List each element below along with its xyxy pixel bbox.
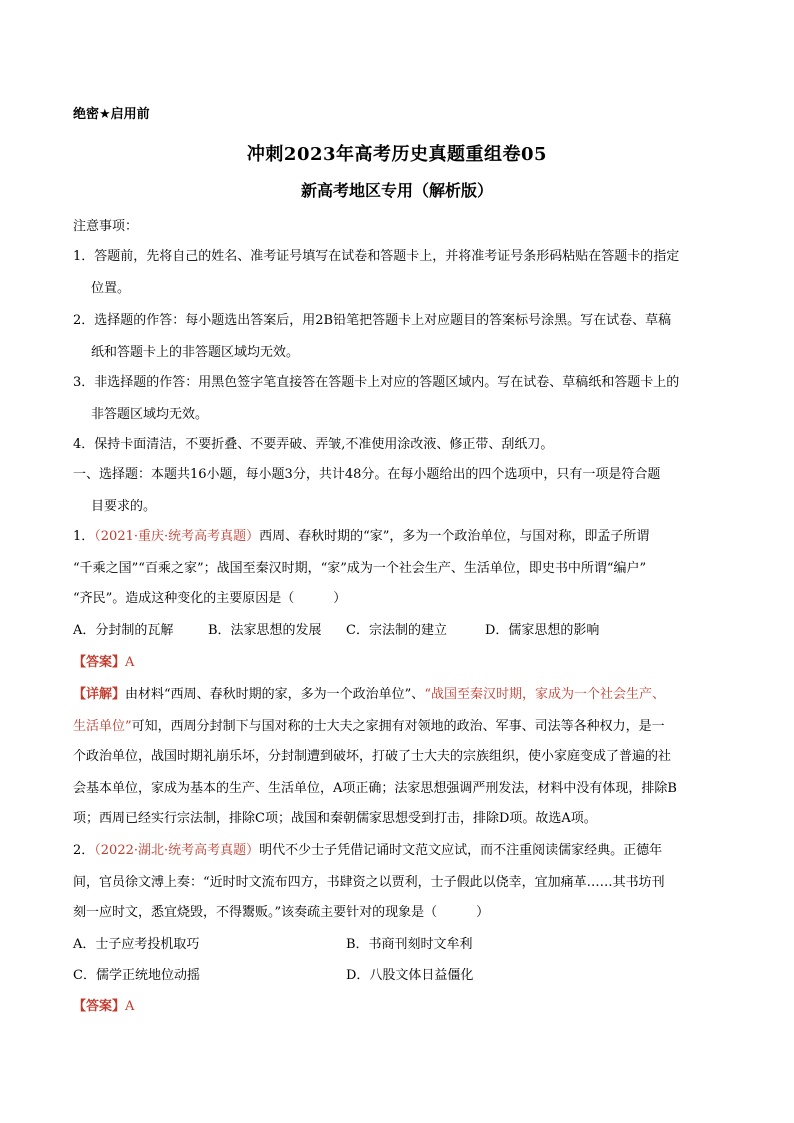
q1-source: （2021·重庆·统考高考真题）	[94, 529, 260, 544]
q1-line-2: “千乘之国”“百乘之家”；战国至秦汉时期，“家”成为一个社会生产、生活单位，即史书中所谓“编户”	[73, 561, 647, 576]
q2-line-2: 间，官员徐文溥上奏：“近时时文流布四方，书肆资之以贾利，士子假此以侥幸，宜加痛革……其书坊刊	[73, 875, 665, 890]
q1-detail-text-1a: 由材料“西周、春秋时期的家，多为一个政治单位”、	[125, 687, 425, 702]
q1-detail-line-2	[73, 717, 665, 737]
notice-item-4: 4．保持卡面清洁，不要折叠、不要弄破、弄皱,不准使用涂改液、修正带、刮纸刀。	[73, 437, 554, 452]
q1-option-c: C．宗法制的建立	[346, 623, 447, 638]
q1-detail-line-3: 个政治单位，战国时期礼崩乐坏，分封制遭到破坏，打破了士大夫的宗族组织，使小家庭变成了普遍的社	[73, 749, 672, 764]
q1-detail-text-2b: 可知，西周分封制下与国对称的士大夫之家拥有对领地的政治、军事、司法等各种权力，是一	[131, 719, 665, 734]
notice-item-1: 1．答题前，先将自己的姓名、准考证号填写在试卷和答题卡上，并将准考证号条形码粘贴在答题卡的指定	[73, 249, 680, 264]
q1-detail-text-2a: 生活单位”	[73, 719, 132, 734]
q2-option-d: D．八股文体日益僵化	[346, 968, 474, 983]
q2-line-3: 刻一应时文，悉宜烧毁，不得鬻贩。”该奏疏主要针对的现象是（ ）	[73, 905, 490, 920]
q2-source: （2022·湖北·统考高考真题）	[94, 843, 260, 858]
q1-option-d: D．儒家思想的影响	[485, 623, 600, 638]
q1-option-b: B．法家思想的发展	[208, 623, 322, 638]
q2-answer-label: 【答案】	[73, 999, 126, 1014]
q1-option-a: A．分封制的瓦解	[73, 623, 174, 638]
q1-detail-text-1b: “战国至秦汉时期，家成为一个社会生产、	[424, 687, 665, 702]
q1-line-3: “齐民”。造成这种变化的主要原因是（ ）	[73, 591, 347, 606]
q1-detail-line-1	[73, 685, 665, 705]
notice-item-2: 2．选择题的作答：每小题选出答案后，用2B铅笔把答题卡上对应题目的答案标号涂黑。写在试卷、草稿	[73, 313, 672, 328]
q2-answer-value: A	[125, 999, 135, 1014]
q1-answer-value: A	[125, 655, 135, 670]
section-heading-cont: 目要求的。	[91, 499, 157, 514]
q1-line-1	[73, 527, 649, 547]
q2-answer	[73, 997, 134, 1017]
q1-detail-line-4: 会基本单位，家成为基本的生产、生活单位，A项正确；法家思想强调严刑发法，材料中没有体现，排除B	[73, 781, 677, 796]
q1-answer	[73, 653, 134, 673]
q1-number: 1．	[73, 529, 95, 544]
page-title: 冲刺2023年高考历史真题重组卷05	[246, 144, 548, 165]
notice-item-3-cont: 非答题区域均无效。	[91, 407, 209, 422]
q1-answer-label: 【答案】	[73, 655, 126, 670]
q1-stem-1: 西周、春秋时期的“家”，多为一个政治单位，与国对称，即孟子所谓	[259, 529, 650, 544]
q2-stem-1: 明代不少士子凭借记诵时文范文应试，而不注重阅读儒家经典。正德年	[259, 843, 663, 858]
notice-item-3: 3．非选择题的作答：用黑色签字笔直接答在答题卡上对应的答题区域内。写在试卷、草稿纸和答题卡上的	[73, 375, 680, 390]
q1-detail-label: 【详解】	[73, 687, 126, 702]
notice-heading: 注意事项：	[73, 219, 139, 234]
notice-item-1-cont: 位置。	[91, 281, 131, 296]
q2-option-b: B．书商刊刻时文牟利	[346, 937, 473, 952]
q1-detail-line-5: 项；西周已经实行宗法制，排除C项；战国和秦朝儒家思想受到打击，排除D项。故选A项。	[73, 811, 597, 826]
notice-item-2-cont: 纸和答题卡上的非答题区域均无效。	[91, 345, 300, 360]
section-heading: 一、选择题：本题共16小题，每小题3分，共计48分。在每小题给出的四个选项中，只有一项是符合题	[73, 467, 661, 482]
q2-option-a: A．士子应考投机取巧	[73, 937, 200, 952]
q2-line-1	[73, 841, 662, 861]
q2-number: 2．	[73, 843, 95, 858]
q2-option-c: C．儒学正统地位动摇	[73, 968, 200, 983]
page-subtitle: 新高考地区专用（解析版）	[300, 181, 493, 200]
secret-label: 绝密★启用前	[73, 107, 150, 122]
